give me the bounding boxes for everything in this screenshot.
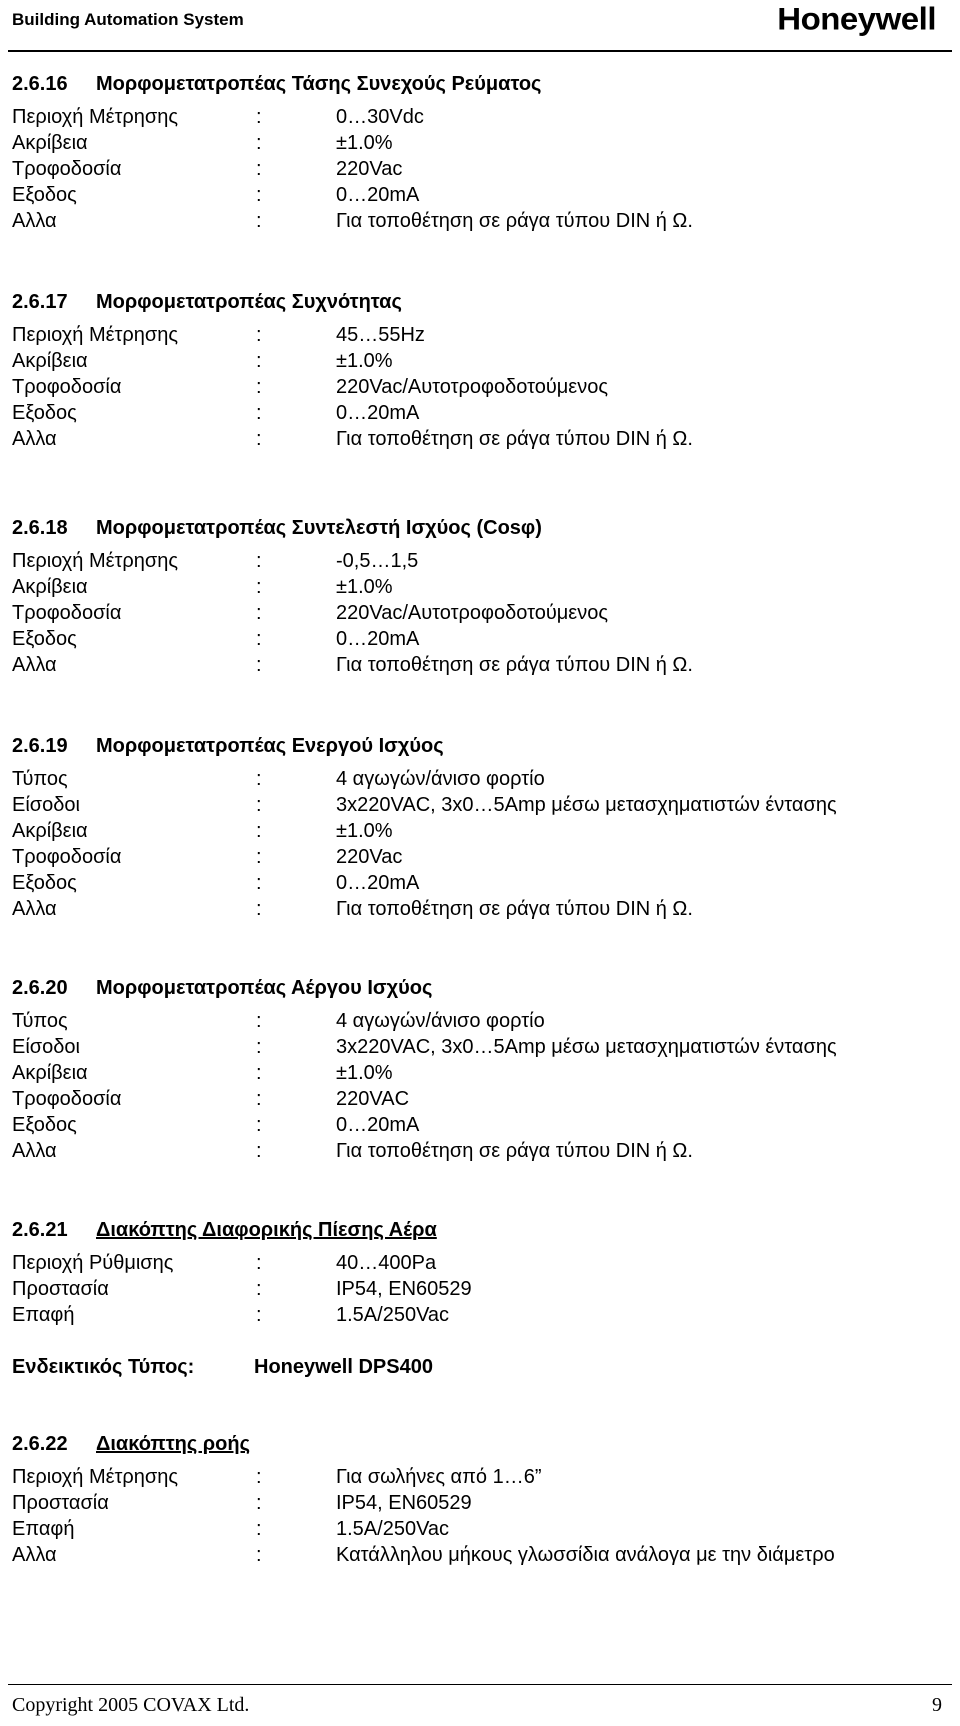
spec-label: Είσοδοι xyxy=(12,1036,80,1058)
section-number: 2.6.18 xyxy=(12,517,68,539)
spec-label: Αλλα xyxy=(12,898,57,920)
header-title: Building Automation System xyxy=(12,10,244,29)
spec-row xyxy=(12,844,952,870)
spec-colon: : xyxy=(256,1088,262,1110)
spec-row xyxy=(12,652,952,678)
spec-row xyxy=(12,348,952,374)
spec-row xyxy=(12,1276,952,1302)
spec-colon: : xyxy=(256,428,262,450)
spec-value: Για σωλήνες από 1…6” xyxy=(336,1466,542,1488)
spec-label: Αλλα xyxy=(12,654,57,676)
spec-label: Εξοδος xyxy=(12,872,77,894)
spec-label: Περιοχή Μέτρησης xyxy=(12,324,179,346)
spec-label: Τροφοδοσία xyxy=(12,846,122,868)
spec-colon: : xyxy=(256,1304,262,1326)
spec-value: IP54, EN60529 xyxy=(336,1278,472,1300)
spec-row xyxy=(12,208,952,234)
section-title xyxy=(12,974,952,1002)
spec-row xyxy=(12,400,952,426)
spec-row xyxy=(12,870,952,896)
spec-value: 1.5A/250Vac xyxy=(336,1518,450,1540)
spec-value: 0…20mA xyxy=(336,1114,420,1136)
spec-row xyxy=(12,548,952,574)
spec-value: ±1.0% xyxy=(336,820,393,842)
spec-colon: : xyxy=(256,846,262,868)
spec-label: Ακρίβεια xyxy=(12,132,88,154)
section-2-6-21 xyxy=(12,1216,952,1328)
spec-value: 3x220VAC, 3x0…5Amp μέσω μετασχηματιστών έντασης xyxy=(336,794,837,816)
spec-colon: : xyxy=(256,550,262,572)
spec-value: 0…20mA xyxy=(336,872,420,894)
spec-colon: : xyxy=(256,602,262,624)
spec-colon: : xyxy=(256,1114,262,1136)
spec-label: Ακρίβεια xyxy=(12,576,88,598)
spec-row xyxy=(12,1302,952,1328)
spec-value: ±1.0% xyxy=(336,576,393,598)
spec-value: Για τοποθέτηση σε ράγα τύπου DIN ή Ω. xyxy=(336,428,693,450)
spec-colon: : xyxy=(256,106,262,128)
spec-value: 220Vac/Αυτοτροφοδοτούμενος xyxy=(336,602,608,624)
spec-row xyxy=(12,600,952,626)
section-title xyxy=(12,1430,952,1458)
spec-row xyxy=(12,792,952,818)
spec-label: Περιοχή Μέτρησης xyxy=(12,106,179,128)
section-number: 2.6.19 xyxy=(12,735,68,757)
spec-label: Αλλα xyxy=(12,1544,57,1566)
spec-label: Εξοδος xyxy=(12,402,77,424)
spec-colon: : xyxy=(256,576,262,598)
spec-value: Κατάλληλου μήκους γλωσσίδια ανάλογα με την διάμετρο xyxy=(336,1544,835,1566)
indicative-type xyxy=(12,1356,433,1379)
spec-colon: : xyxy=(256,402,262,424)
section-heading: Μορφομετατροπέας Αέργου Ισχύος xyxy=(96,977,433,999)
spec-value: 0…30Vdc xyxy=(336,106,424,128)
spec-value: 220Vac/Αυτοτροφοδοτούμενος xyxy=(336,376,608,398)
spec-colon: : xyxy=(256,1544,262,1566)
indicative-type-value: Honeywell DPS400 xyxy=(254,1356,433,1378)
spec-value: 0…20mA xyxy=(336,402,420,424)
spec-row xyxy=(12,1034,952,1060)
spec-colon: : xyxy=(256,898,262,920)
spec-row xyxy=(12,182,952,208)
spec-row xyxy=(12,574,952,600)
spec-row xyxy=(12,1008,952,1034)
spec-label: Τροφοδοσία xyxy=(12,376,122,398)
spec-label: Τύπος xyxy=(12,768,68,790)
spec-row xyxy=(12,1112,952,1138)
spec-label: Ακρίβεια xyxy=(12,820,88,842)
spec-colon: : xyxy=(256,1466,262,1488)
spec-row xyxy=(12,1490,952,1516)
section-heading: Μορφομετατροπέας Ενεργού Ισχύος xyxy=(96,735,444,757)
section-number: 2.6.17 xyxy=(12,291,68,313)
section-title xyxy=(12,732,952,760)
spec-value: 0…20mA xyxy=(336,628,420,650)
section-heading: Μορφομετατροπέας Συντελεστή Ισχύος (Cosφ) xyxy=(96,517,542,539)
spec-label: Προστασία xyxy=(12,1278,109,1300)
footer-divider xyxy=(8,1684,952,1685)
spec-colon: : xyxy=(256,794,262,816)
section-heading: Διακόπτης Διαφορικής Πίεσης Αέρα xyxy=(96,1219,437,1241)
spec-colon: : xyxy=(256,628,262,650)
section-heading: Διακόπτης ροής xyxy=(96,1433,250,1455)
spec-colon: : xyxy=(256,324,262,346)
spec-value: 220Vac xyxy=(336,846,403,868)
spec-value: 40…400Pa xyxy=(336,1252,437,1274)
spec-label: Τροφοδοσία xyxy=(12,1088,122,1110)
spec-value: ±1.0% xyxy=(336,132,393,154)
spec-colon: : xyxy=(256,1140,262,1162)
spec-row xyxy=(12,1060,952,1086)
spec-label: Είσοδοι xyxy=(12,794,80,816)
spec-row xyxy=(12,1542,952,1568)
spec-row xyxy=(12,104,952,130)
spec-value: 220Vac xyxy=(336,158,403,180)
spec-row xyxy=(12,322,952,348)
section-2-6-20 xyxy=(12,974,952,1164)
spec-colon: : xyxy=(256,132,262,154)
spec-value: 4 αγωγών/άνισο φορτίο xyxy=(336,768,545,790)
spec-colon: : xyxy=(256,1492,262,1514)
spec-colon: : xyxy=(256,158,262,180)
spec-label: Εξοδος xyxy=(12,628,77,650)
spec-row xyxy=(12,156,952,182)
section-2-6-19 xyxy=(12,732,952,922)
section-number: 2.6.22 xyxy=(12,1433,68,1455)
spec-row xyxy=(12,374,952,400)
spec-value: Για τοποθέτηση σε ράγα τύπου DIN ή Ω. xyxy=(336,654,693,676)
spec-label: Αλλα xyxy=(12,1140,57,1162)
indicative-type-label: Ενδεικτικός Τύπος: xyxy=(12,1356,195,1378)
section-title xyxy=(12,514,952,542)
spec-value: 1.5A/250Vac xyxy=(336,1304,450,1326)
spec-colon: : xyxy=(256,1010,262,1032)
section-2-6-18 xyxy=(12,514,952,678)
spec-colon: : xyxy=(256,1252,262,1274)
spec-label: Περιοχή Μέτρησης xyxy=(12,1466,179,1488)
spec-colon: : xyxy=(256,1518,262,1540)
section-title xyxy=(12,288,952,316)
spec-label: Περιοχή Ρύθμισης xyxy=(12,1252,174,1274)
spec-row xyxy=(12,1138,952,1164)
spec-row xyxy=(12,896,952,922)
spec-value: Για τοποθέτηση σε ράγα τύπου DIN ή Ω. xyxy=(336,1140,693,1162)
spec-value: ±1.0% xyxy=(336,1062,393,1084)
spec-colon: : xyxy=(256,1036,262,1058)
spec-label: Τροφοδοσία xyxy=(12,602,122,624)
spec-row xyxy=(12,1464,952,1490)
spec-label: Τροφοδοσία xyxy=(12,158,122,180)
spec-colon: : xyxy=(256,350,262,372)
spec-colon: : xyxy=(256,1278,262,1300)
spec-row xyxy=(12,426,952,452)
spec-label: Επαφή xyxy=(12,1304,75,1326)
spec-label: Επαφή xyxy=(12,1518,75,1540)
spec-value: -0,5…1,5 xyxy=(336,550,419,572)
spec-row xyxy=(12,626,952,652)
spec-value: 3x220VAC, 3x0…5Amp μέσω μετασχηματιστών έντασης xyxy=(336,1036,837,1058)
spec-colon: : xyxy=(256,768,262,790)
spec-colon: : xyxy=(256,1062,262,1084)
spec-label: Περιοχή Μέτρησης xyxy=(12,550,179,572)
section-number: 2.6.21 xyxy=(12,1219,68,1241)
header-divider xyxy=(8,50,952,52)
spec-value: Για τοποθέτηση σε ράγα τύπου DIN ή Ω. xyxy=(336,898,693,920)
section-title xyxy=(12,1216,952,1244)
spec-row xyxy=(12,1516,952,1542)
spec-label: Εξοδος xyxy=(12,1114,77,1136)
section-heading: Μορφομετατροπέας Τάσης Συνεχούς Ρεύματος xyxy=(96,73,542,95)
section-2-6-17 xyxy=(12,288,952,452)
spec-colon: : xyxy=(256,872,262,894)
spec-row xyxy=(12,818,952,844)
spec-colon: : xyxy=(256,184,262,206)
spec-row xyxy=(12,766,952,792)
spec-value: 45…55Hz xyxy=(336,324,425,346)
spec-colon: : xyxy=(256,210,262,232)
spec-label: Αλλα xyxy=(12,210,57,232)
section-2-6-16 xyxy=(12,70,952,234)
spec-value: Για τοποθέτηση σε ράγα τύπου DIN ή Ω. xyxy=(336,210,693,232)
spec-label: Ακρίβεια xyxy=(12,1062,88,1084)
section-number: 2.6.20 xyxy=(12,977,68,999)
spec-label: Αλλα xyxy=(12,428,57,450)
footer-copyright: Copyright 2005 COVAX Ltd. xyxy=(12,1694,250,1716)
page-number: 9 xyxy=(932,1694,942,1716)
spec-value: 220VAC xyxy=(336,1088,410,1110)
spec-label: Ακρίβεια xyxy=(12,350,88,372)
spec-value: IP54, EN60529 xyxy=(336,1492,472,1514)
spec-value: 4 αγωγών/άνισο φορτίο xyxy=(336,1010,545,1032)
spec-row xyxy=(12,1250,952,1276)
section-heading: Μορφομετατροπέας Συχνότητας xyxy=(96,291,402,313)
spec-label: Προστασία xyxy=(12,1492,109,1514)
spec-value: 0…20mA xyxy=(336,184,420,206)
page-header xyxy=(0,0,960,48)
spec-colon: : xyxy=(256,376,262,398)
section-title xyxy=(12,70,952,98)
spec-value: ±1.0% xyxy=(336,350,393,372)
spec-label: Εξοδος xyxy=(12,184,77,206)
section-number: 2.6.16 xyxy=(12,73,68,95)
spec-colon: : xyxy=(256,820,262,842)
spec-label: Τύπος xyxy=(12,1010,68,1032)
spec-colon: : xyxy=(256,654,262,676)
section-2-6-22 xyxy=(12,1430,952,1568)
honeywell-logo: Honeywell xyxy=(777,0,936,37)
spec-row xyxy=(12,130,952,156)
spec-row xyxy=(12,1086,952,1112)
